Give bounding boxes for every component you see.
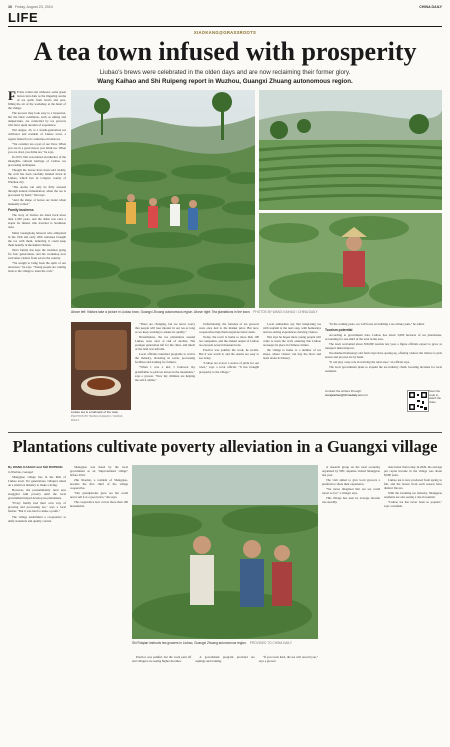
- article1-middle-column-2: [199, 322, 259, 428]
- headline: A tea town infused with prosperity: [33, 37, 417, 66]
- paragraph: According to government data, Liubao has about 3,000 hectares of tea plantations, accounting for one-third of the total in the area.: [325, 333, 442, 342]
- article2-caption-credit: PROVIDED TO CHINA DAILY: [249, 641, 293, 645]
- paragraph: Nevertheless, the tea plantations around Liubao were once at risk of decline. The younger generation left for the cities, and much of the land was left idle.: [135, 335, 195, 352]
- paragraph: The town welcomed about 500,000 tourists last year, a figure officials expect to grow as transport links improve.: [325, 342, 442, 351]
- paragraph: "Our grandparents grew tea but could never sell it at a good price," she says.: [70, 491, 128, 500]
- paragraph: Wei says he hopes more young people will come to learn the craft, ensuring that Liubao tea keeps its place in Chinese culture.: [263, 335, 321, 348]
- paragraph: Shangqiao village lies in the hills of Liubao town. For generations, villagers relied on a small tea industry to make a living.: [8, 475, 66, 488]
- paragraph: "We consider tea a part of our lives. When you are in a good mood, you drink tea. When you are tired, you drink tea," he says.: [8, 141, 66, 154]
- photo-visitors: [71, 90, 255, 308]
- lead-paragraph: Fried, rolled and withered, some green leaves turn dark as the lingering aroma of tea spills from bowls and pots, filling the air of the workshop at the heart of the village.: [8, 90, 66, 111]
- issue-date: Friday, August 23, 2024: [15, 5, 53, 9]
- paragraph: taste better than today. In 2020, the average per capita income in the village was about 8,000 yuan.: [384, 465, 442, 478]
- photo-visitors-image: [71, 90, 255, 308]
- photo-caption: [71, 310, 442, 314]
- paragraph: The cooperative now covers more than 100 households.: [70, 500, 128, 509]
- paragraph: Today, the town is home to more than 100 tea companies, and the annual output of Liubao tea exceeds several thousand tons.: [199, 335, 259, 348]
- paragraph: This village has seen its average income rise steadily.: [322, 496, 380, 505]
- paragraph: "The aroma can only be fully aroused through natural fermentation, when the tea is processed by hand," Wei says.: [8, 185, 66, 198]
- paragraph: "In the coming years, we will focus on building a tea culture park," he added.: [329, 322, 425, 326]
- paragraph: The local government plans to expand the tea industry chain, boosting incomes for local residents.: [325, 365, 442, 374]
- paragraph: Unfortunately, the fortunes of tea growers were once tied to the market price. But now, cooperatives help them negotiate better deals.: [199, 322, 259, 335]
- article1-middle-column-1: [135, 322, 195, 428]
- article2-caption: [132, 641, 318, 645]
- paragraph: Practice was painful, but the work paid off and villagers are seeing higher incomes.: [132, 655, 192, 664]
- paragraph: "It can play a key role in reviving the rural area," an official says.: [329, 360, 410, 365]
- article1-middle-column-3: [263, 322, 321, 428]
- paragraph: Practice was painful, the work, he recalls. But it was worth it, and the results are easy to see today.: [199, 348, 259, 361]
- article2-column-3: [132, 655, 318, 739]
- paragraph: Wei's family has kept the tradition going for four generations, and his workshop now welcomes visitors from across the country.: [8, 247, 66, 260]
- header-rule: [8, 26, 442, 27]
- qr-label: Scan the code to watch the video.: [429, 389, 441, 404]
- paragraph: A government program provided tea saplings and training.: [195, 655, 255, 664]
- paragraph: "Every family had their own way of growing and processing tea," says a local farmer. "But it was hard to make a profit.": [8, 501, 66, 514]
- paragraph: Liubao tea is now produced from spring to fall, and the leaves from each season have distinct flavors.: [384, 478, 442, 491]
- caption-credit: PHOTOS BY WANG KAIHAO / CHINA DAILY: [253, 310, 318, 314]
- paragraph: "And the shape of leaves are better when manually rolled.": [8, 198, 66, 207]
- paragraph: A research group on the rural economy organized by NPC deputies visited Shangqiao last year.: [322, 465, 380, 478]
- paragraph: Local authorities say that integrating tea with tourism is the next step, with homestays and tea-tasting experiences drawing visitors.: [263, 322, 321, 335]
- article2-caption-text: Shi Ruiqian instructs tea growers in Liubao, Guangxi Zhuang autonomous region.: [132, 641, 247, 645]
- photo-tea-fields-image: [259, 90, 442, 210]
- article2-headline: Plantations cultivate poverty alleviation in a Guangxi village: [12, 437, 438, 456]
- subhead-tourism-potential: Tourism potential: [325, 328, 353, 333]
- paragraph: Local officials launched programs to revive the industry, investing in roads, processing facilities and training for farmers.: [135, 352, 195, 365]
- paragraph: "There are changing, but we never worry that people will lose interest in our tea as long as we keep working to ensure its quality.": [135, 322, 195, 335]
- small-caption-credit: PHOTOS BY WANG KAIHAO / CHINA DAILY: [71, 413, 123, 422]
- paragraph: Zhu Xiaolan, a resident of Shangqiao, became the first chief of the village cooperative.: [70, 478, 128, 491]
- article2-column-5: [384, 465, 442, 739]
- photo-tea-fields: [259, 90, 442, 210]
- paragraph: Though the leaves have been sold widely, the craft has been carefully handed down in Liubao, which lies in Cangwu county of Wuzhou city.: [8, 167, 66, 184]
- paragraph: "When I was a kid, I followed my grandfather to pick tea leaves in the mountains," says a grower. "Now my children are helping me sell it online.": [135, 365, 195, 382]
- qr-code-icon: [408, 391, 428, 411]
- photo-liubao-tea: [71, 322, 131, 410]
- paragraph: "If you work hard, the tea will reward you," says a grower.: [258, 655, 318, 664]
- byline: Wang Kaihao and Shi Ruipeng report in Wuzhou, Guangxi Zhuang autonomous region.: [97, 78, 353, 85]
- paragraph: The visit aimed to give local growers a platform to share their experience.: [322, 478, 380, 487]
- caption-text: Above left: Visitors take a picture in Liubao town, Guangxi Zhuang autonomous region. Above right: Tea plantations in the town.: [71, 310, 251, 314]
- contact-info: [325, 390, 405, 398]
- article1-right-column: [325, 322, 442, 386]
- paragraph: Many Guangdong laborers who emigrated in the 19th and early 20th centuries brought the tea with them, believing it could keep them healthy in the humid climate.: [8, 230, 66, 247]
- paragraph: "We never imagined that our tea could travel so far," a villager says.: [322, 487, 380, 496]
- paragraph: Tea-themed homestays and farm stays have sprung up, offering visitors the chance to pick leaves and process tea by hand.: [325, 351, 442, 360]
- article2-column-2: [70, 465, 128, 739]
- paragraph: "We sought to bring back the spirit of our ancestors," he says. "Young people are coming back to the village to learn the craft.": [8, 260, 66, 273]
- article2-column-4: [322, 465, 380, 739]
- qr-code[interactable]: [407, 390, 429, 412]
- small-caption-text: Liubao tea is a hallmark of the town.: [71, 410, 120, 414]
- page-header: [8, 5, 442, 13]
- article1-left-column: [8, 90, 66, 428]
- page-number: 10: [8, 5, 12, 9]
- photo-tea-picker-image: [259, 213, 442, 308]
- paragraph: With the booming tea industry, Shangqiao residents are also seeing a rise in tourism.: [384, 491, 442, 500]
- paragraph: Shangqiao was listed by the local government as an "impoverished village" before 2016.: [70, 465, 128, 478]
- kicker: XIAOKANG@GRASSROOTS: [193, 30, 257, 35]
- photo-tea-growers-image: [132, 465, 318, 639]
- article2-column-1: [8, 465, 66, 739]
- paragraph: The process may look easy to a layperson, but the ideal conditions, such as timing and temperature, are controlled by tea growers who have spent decades of experience.: [8, 111, 66, 128]
- section-label: LIFE: [8, 10, 39, 25]
- contact-email[interactable]: wangkaihao@chinadaily.com.cn: [325, 392, 368, 397]
- small-photo-caption: [71, 411, 131, 423]
- article-divider: [8, 432, 442, 433]
- photo-tea-growers: [132, 465, 318, 639]
- article2-byline-place: in Wuzhou, Guangxi: [8, 470, 34, 475]
- paragraph: the village is home to a number of tea shops, where visitors can buy the brew and learn about its history.: [263, 348, 321, 361]
- publication-name: CHINA DAILY: [419, 5, 442, 9]
- paragraph: "Liubao tea is now a source of pride for our town," says a local official. "It has brought prosperity to the village.": [199, 361, 259, 374]
- paragraph: The story of Liubao tea dates back more than 1,500 years, and the drink was once a staple for miners who traveled to Southeast Asia.: [8, 213, 66, 230]
- paragraph: Wei Angua, 45, is a fourth-generation tea cultivator and resident of Liubao town, a region famed for its centuries-old dark tea.: [8, 128, 66, 141]
- photo-tea-picker: [259, 213, 442, 308]
- paragraph: "Liubao tea has never been so popular," says a resident.: [384, 500, 442, 509]
- paragraph: However, the predominantly rural area struggled with poverty until the local government helped develop tea plantations.: [8, 488, 66, 501]
- deck: Liubao's brews were celebrated in the olden days and are now reclaiming their former glory.: [99, 69, 351, 76]
- article2-byline-names: By WANG KAIHAO and SHI RUIPENG: [8, 465, 63, 469]
- subhead-family-business: Family business: [8, 208, 34, 213]
- photo-liubao-tea-image: [71, 322, 131, 410]
- paragraph: In 2013, Wei was named an inheritor of the intangible cultural heritage of Liubao tea processing techniques.: [8, 154, 66, 167]
- drop-cap: F: [8, 90, 16, 103]
- paragraph: The village established a cooperative to unify standards and quality control.: [8, 514, 66, 523]
- contact-label: Contact the writers through:: [325, 389, 362, 393]
